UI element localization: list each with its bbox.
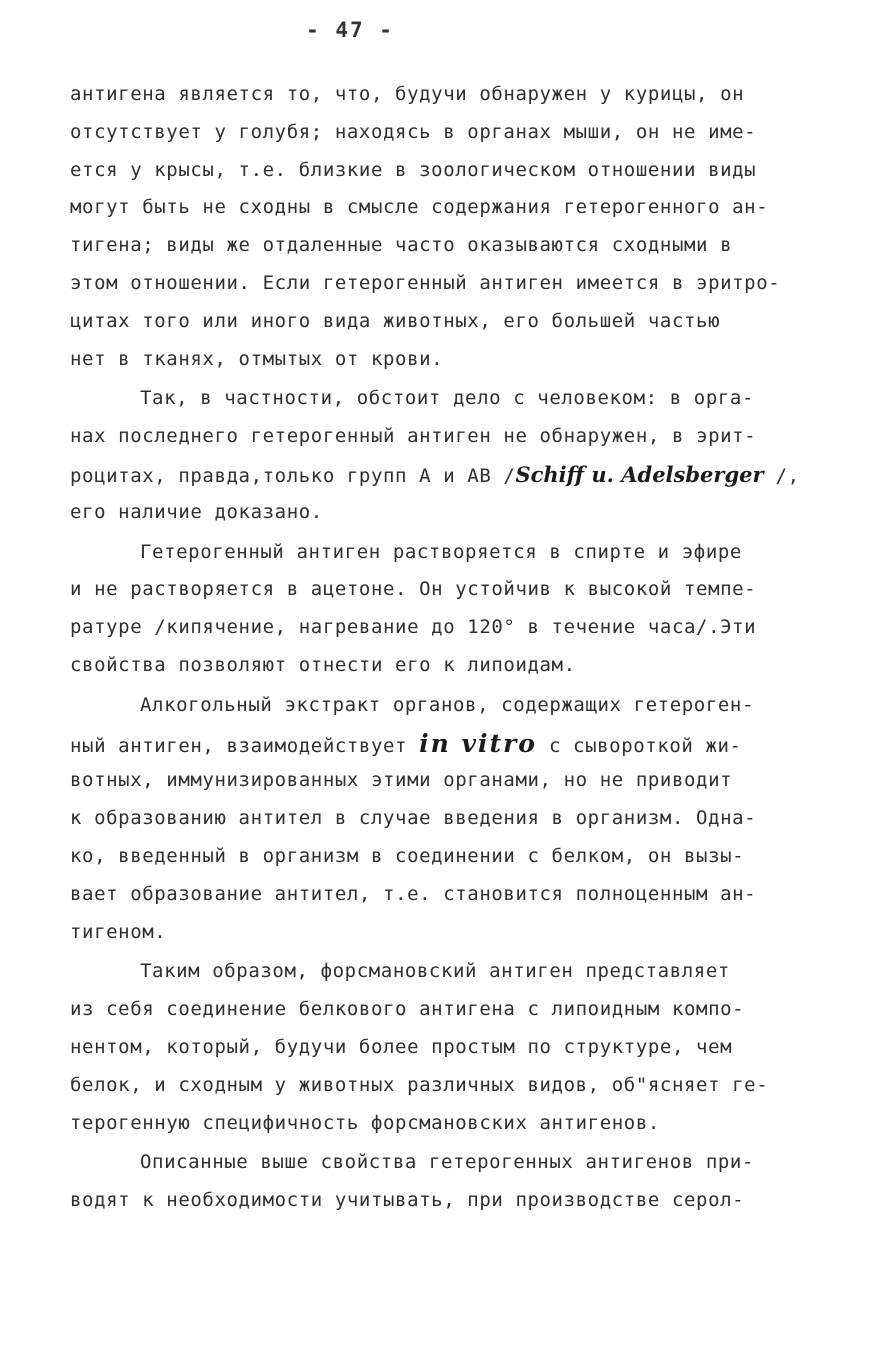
text-line: тигена; виды же отдаленные часто оказываются сходными в (70, 234, 733, 257)
page-number: - 47 - (306, 18, 394, 42)
text-line: отсутствует у голубя; находясь в органах мыши, он не име- (70, 120, 757, 143)
text-segment: с сывороткой жи- (536, 734, 742, 757)
text-line: белок, и сходным у животных различных видов, об"ясняет ге- (70, 1073, 769, 1096)
text-segment: ный антиген, взаимодействует (70, 734, 420, 757)
text-line: антигена является то, что, будучи обнаружен у курицы, он (70, 83, 745, 105)
paragraph (70, 76, 815, 378)
handwritten-term: in vitro (419, 728, 537, 758)
text-line: Таким образом, форсмановский антиген представляет (140, 960, 730, 983)
text-line: ется у крысы, т.е. близкие в зоологическом отношении виды (70, 158, 757, 181)
text-line: и не растворяется в ацетоне. Он устойчив к высокой темпе- (70, 578, 757, 601)
text-line: Описанные выше свойства гетерогенных антигенов при- (140, 1151, 754, 1174)
text-line: терогенную специфичность форсмановских антигенов. (70, 1111, 660, 1134)
text-line: Так, в частности, обстоит дело с человеком: в орга- (140, 387, 754, 410)
text-segment: /, (763, 464, 800, 487)
text-line: Гетерогенный антиген растворяется в спирте и эфире (140, 540, 742, 563)
paragraph (70, 534, 815, 685)
text-line (70, 725, 815, 763)
text-line: вает образование антител, т.е. становится полноценным ан- (70, 882, 757, 905)
text-line: нет в тканях, отмытых от крови. (70, 347, 444, 370)
text-line: свойства позволяют отнести его к липоидам. (70, 653, 576, 676)
text-line: водят к необходимости учитывать, при производстве серол- (70, 1189, 745, 1212)
text-line: его наличие доказано. (70, 500, 323, 523)
text-line: нентом, который, будучи более простым по структуре, чем (70, 1035, 733, 1058)
text-line: из себя соединение белкового антигена с липоидным компо- (70, 998, 745, 1021)
text-line: тигеном. (70, 920, 167, 943)
paragraph (70, 1144, 815, 1220)
paragraph (70, 687, 815, 952)
text-line: этом отношении. Если гетерогенный антиген имеется в эритро- (70, 271, 781, 294)
paragraph (70, 380, 815, 531)
text-segment: роцитах, правда,только групп А и АВ / (70, 464, 516, 487)
text-line (70, 456, 815, 494)
text-line: ко, введенный в организм в соединении с белком, он вызы- (70, 844, 745, 867)
text-line: нах последнего гетерогенный антиген не обнаружен, в эрит- (70, 425, 757, 448)
text-line: ратуре /кипячение, нагревание до 120° в течение часа/.Эти (70, 616, 757, 639)
paragraph (70, 953, 815, 1142)
document-body (70, 76, 815, 1220)
text-line: вотных, иммунизированных этими органами, но не приводит (70, 769, 733, 792)
text-line: Алкогольный экстракт органов, содержащих гетероген- (140, 693, 754, 716)
text-line: цитах того или иного вида животных, его большей частью (70, 309, 721, 332)
text-line: могут быть не сходны в смысле содержания гетерогенного ан- (70, 196, 769, 219)
text-line: к образованию антител в случае введения в организм. Одна- (70, 807, 757, 830)
handwritten-citation: Schiff u. Adelsberger (515, 461, 764, 487)
